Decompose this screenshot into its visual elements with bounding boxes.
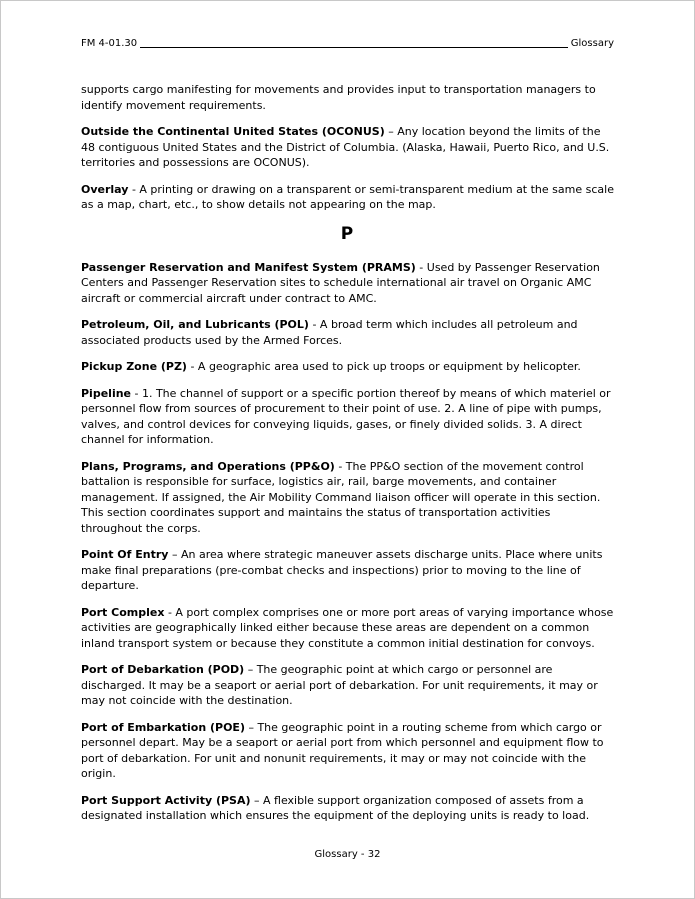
- entry-definition: - Used by Passenger Reservation Centers and Passenger Reservation sites to schedule international air travel on Organic AMC aircraft or commercial aircraft under contract to AMC.: [81, 260, 600, 305]
- page-footer: Glossary - 32: [314, 849, 381, 860]
- entry-term: Point Of Entry: [81, 548, 169, 561]
- glossary-entry-point-of-entry: [81, 547, 614, 594]
- entry-definition: - The PP&O section of the movement control battalion is responsible for surface, logistics air, rail, barge movements, and container management. If assigned, the Air Mobility Command liaison officer will operate in this section. This section coordinates support and maintains the status of transportation activities throughout the corps.: [81, 459, 601, 535]
- glossary-entry-pipeline: [81, 386, 614, 448]
- header-doc-id: FM 4-01.30: [81, 38, 138, 49]
- entry-term: Pipeline: [81, 386, 131, 400]
- glossary-entry-ppo: [81, 459, 614, 537]
- entry-definition: - A port complex comprises one or more port areas of varying importance whose activities are geographically linked either because these areas are dependent on a common inland transport system or because they constitute a common initial destination for convoys.: [81, 605, 614, 650]
- header-section-label: Glossary: [570, 38, 614, 49]
- entry-term: Plans, Programs, and Operations (PP&O): [81, 459, 335, 473]
- continuation-paragraph: supports cargo manifesting for movements and provides input to transportation managers to identify movement requirements.: [81, 83, 596, 112]
- entry-term: Pickup Zone (PZ): [81, 360, 187, 373]
- entry-definition: – An area where strategic maneuver assets discharge units. Place where units make final preparations (pre-combat checks and inspections) prior to moving to the line of departure.: [81, 548, 603, 592]
- entry-definition: - 1. The channel of support or a specific portion thereof by means of which materiel or personnel flow from sources of procurement to their point of use. 2. A line of pipe with pumps, valves, and control devices for conveying liquids, gases, or finely divided solids. 3. A direct channel for information.: [81, 386, 611, 446]
- entry-term: Overlay: [81, 182, 129, 196]
- glossary-entry-port-complex: [81, 605, 614, 652]
- glossary-entry-pol: [81, 317, 614, 348]
- glossary-entry-pz: [81, 359, 614, 375]
- glossary-entry-psa: [81, 793, 614, 824]
- glossary-entry-poe: [81, 720, 614, 782]
- entry-definition: – Any location beyond the limits of the 48 contiguous United States and the District of Columbia. (Alaska, Hawaii, Puerto Rico, and U.S. territories and possessions are OCONUS).: [81, 125, 610, 169]
- entry-term: Port Support Activity (PSA): [81, 793, 251, 807]
- entry-definition: – A flexible support organization composed of assets from a designated installation which ensures the equipment of the deploying units is ready to load.: [81, 793, 590, 822]
- glossary-entry-oconus: [81, 124, 614, 171]
- glossary-entry-overlay: [81, 182, 614, 213]
- entry-definition: - A geographic area used to pick up troops or equipment by helicopter.: [190, 360, 581, 373]
- glossary-entry-pod: [81, 662, 614, 709]
- entry-term: Port of Embarkation (POE): [81, 720, 245, 734]
- entry-definition: - A printing or drawing on a transparent or semi-transparent medium at the same scale as a map, chart, etc., to show details not appearing on the map.: [81, 182, 614, 211]
- entry-definition: - A broad term which includes all petroleum and associated products used by the Armed Forces.: [81, 318, 578, 347]
- entry-term: Outside the Continental United States (OCONUS): [81, 125, 385, 138]
- entry-term: Passenger Reservation and Manifest System (PRAMS): [81, 260, 416, 274]
- entry-term: Port Complex: [81, 605, 165, 619]
- entry-term: Petroleum, Oil, and Lubricants (POL): [81, 318, 309, 331]
- entry-term: Port of Debarkation (POD): [81, 663, 245, 676]
- page-header: [81, 37, 614, 50]
- entry-definition: – The geographic point at which cargo or personnel are discharged. It may be a seaport or aerial port of debarkation. For unit requirements, it may or may not coincide with the destination.: [81, 663, 598, 707]
- section-heading-p: P: [340, 223, 355, 244]
- header-rule: [140, 47, 568, 48]
- page-body: [81, 82, 614, 835]
- entry-definition: – The geographic point in a routing scheme from which cargo or personnel depart. May be a seaport or aerial port from which personnel and equipment flow to port of debarkation. For unit and nonunit requirements, it may or may not coincide with the origin.: [81, 720, 604, 780]
- glossary-entry-prams: [81, 260, 614, 307]
